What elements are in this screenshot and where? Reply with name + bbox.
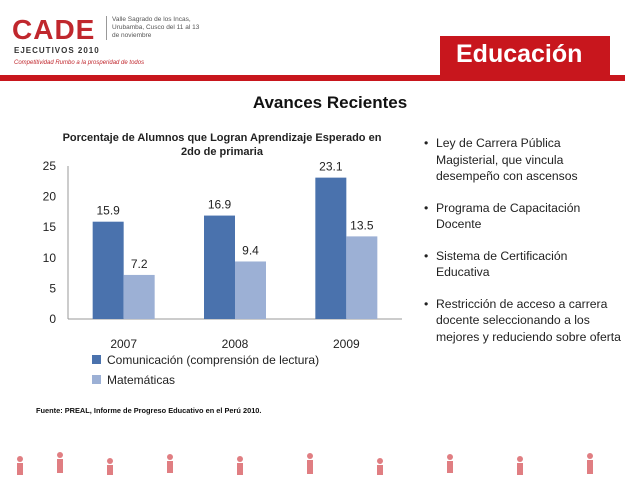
section-title: Avances Recientes bbox=[252, 93, 408, 112]
legend-swatch bbox=[92, 355, 101, 364]
legend-label: Matemáticas bbox=[107, 373, 176, 387]
x-tick-label: 2007 bbox=[110, 337, 138, 351]
footer-decoration bbox=[0, 447, 638, 479]
bar-matematicas bbox=[235, 261, 266, 319]
cade-logo bbox=[10, 14, 200, 76]
bar-comunicacion bbox=[204, 216, 235, 319]
logo-location-text: Valle Sagrado de los Incas, Urubamba, Cusco del 11 al 13 de noviembre bbox=[106, 16, 202, 40]
bullet-item: • Restricción de acceso a carrera docente seleccionando a los mejores y reduciendo sobre oferta bbox=[424, 296, 624, 346]
data-label: 15.9 bbox=[96, 203, 120, 218]
page-title: Educación bbox=[456, 40, 583, 68]
bullet-item: • Sistema de Certificación Educativa bbox=[424, 248, 624, 281]
bar-chart bbox=[30, 126, 412, 426]
bullet-item: • Ley de Carrera Pública Magisterial, que vincula desempeño con ascensos bbox=[424, 135, 624, 185]
y-tick-label: 15 bbox=[42, 220, 56, 235]
bar-matematicas bbox=[124, 275, 155, 319]
bar-matematicas bbox=[346, 236, 377, 319]
bar-comunicacion bbox=[93, 222, 124, 319]
data-label: 16.9 bbox=[207, 197, 232, 212]
y-tick-label: 10 bbox=[42, 250, 56, 265]
chart-title: Porcentaje de Alumnos que Logran Aprendizaje Esperado en 2do de primaria bbox=[62, 132, 382, 158]
y-tick-label: 25 bbox=[42, 159, 56, 173]
x-tick-label: 2008 bbox=[221, 337, 249, 351]
data-label: 23.1 bbox=[319, 159, 343, 174]
logo-main-text: CADE bbox=[12, 14, 96, 45]
y-tick-label: 20 bbox=[42, 189, 56, 204]
bullet-item: • Programa de Capacitación Docente bbox=[424, 200, 624, 233]
data-label: 9.4 bbox=[242, 243, 259, 258]
logo-sub-text: EJECUTIVOS 2010 bbox=[14, 46, 100, 55]
bar-comunicacion bbox=[315, 178, 346, 319]
y-tick-label: 5 bbox=[49, 281, 56, 296]
logo-slogan: Competitividad Rumbo a la prosperidad de todos bbox=[14, 60, 145, 66]
y-tick-label: 0 bbox=[49, 312, 56, 326]
data-label: 13.5 bbox=[350, 218, 374, 233]
x-tick-label: 2009 bbox=[332, 337, 360, 351]
data-label: 7.2 bbox=[130, 256, 148, 271]
legend-swatch bbox=[92, 375, 101, 384]
source-note: Fuente: PREAL, Informe de Progreso Educativo en el Perú 2010. bbox=[36, 406, 262, 415]
legend-label: Comunicación (comprensión de lectura) bbox=[107, 353, 320, 367]
bullet-list bbox=[424, 135, 624, 360]
